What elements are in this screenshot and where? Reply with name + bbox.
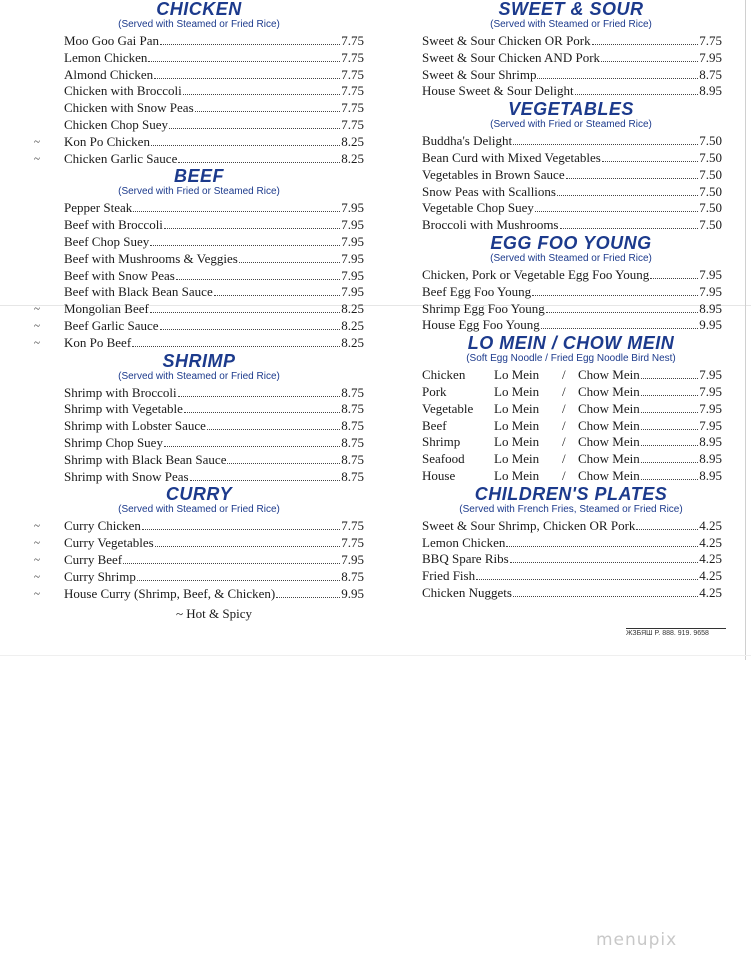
section-title: SHRIMP xyxy=(162,350,236,371)
dot-leader xyxy=(214,295,341,296)
menu-item xyxy=(34,301,364,318)
hot-spicy-legend xyxy=(34,606,364,622)
hot-spicy-icon: ~ xyxy=(34,520,40,533)
menu-item xyxy=(420,184,722,201)
separator: / xyxy=(562,451,566,467)
hot-spicy-icon: ~ xyxy=(34,587,40,600)
menu-item xyxy=(34,217,364,234)
item-price: 8.95 xyxy=(699,467,722,483)
menu-item xyxy=(34,151,364,168)
separator: / xyxy=(562,367,566,383)
item-name: Shrimp Egg Foo Young xyxy=(422,300,545,316)
hot-spicy-icon: ~ xyxy=(34,537,40,550)
dot-leader xyxy=(227,463,340,464)
menu-item xyxy=(34,418,364,435)
section-subtitle: (Served with Steamed or Fried Rice) xyxy=(118,504,280,516)
menu-item xyxy=(34,284,364,301)
lo-mein-label: Lo Mein xyxy=(494,417,540,433)
item-name: Pork xyxy=(422,383,447,399)
item-name: Kon Po Chicken xyxy=(64,133,150,149)
dot-leader xyxy=(184,412,340,413)
section-title: BEEF xyxy=(173,166,224,187)
section-title: SWEET & SOUR xyxy=(498,0,644,19)
item-name: Beef with Snow Peas xyxy=(64,267,175,283)
item-price: 7.75 xyxy=(341,33,364,48)
chow-mein-label: Chow Mein xyxy=(578,383,640,399)
section-title: LO MEIN / CHOW MEIN xyxy=(467,333,675,354)
chow-mein-label: Chow Mein xyxy=(578,451,640,467)
item-name: House xyxy=(422,467,456,483)
section-title: EGG FOO YOUNG xyxy=(490,232,652,253)
left-column xyxy=(34,0,364,622)
section-title: CHILDREN'S PLATES xyxy=(474,483,668,504)
section-title: VEGETABLES xyxy=(508,99,634,120)
item-price: 4.25 xyxy=(699,568,722,584)
item-price: 7.95 xyxy=(341,200,364,216)
item-price: 4.25 xyxy=(699,551,722,567)
lo-mein-label: Lo Mein xyxy=(494,383,540,399)
item-name: Chicken Nuggets xyxy=(422,584,512,600)
item-price: 8.75 xyxy=(341,401,364,417)
item-name: Curry Chicken xyxy=(64,518,141,534)
section-lo-mein xyxy=(420,334,722,485)
item-name: Chicken with Snow Peas xyxy=(64,100,194,116)
item-price: 8.95 xyxy=(699,451,722,467)
item-name: Beef Chop Suey xyxy=(64,233,150,249)
item-name: Lemon Chicken xyxy=(64,49,148,65)
hot-spicy-icon: ~ xyxy=(34,152,40,165)
dot-leader xyxy=(506,546,698,547)
item-name: Shrimp Chop Suey xyxy=(64,434,163,450)
item-name: Snow Peas with Scallions xyxy=(422,183,556,199)
dot-leader xyxy=(207,429,340,430)
item-price: 9.95 xyxy=(699,317,722,333)
dot-leader xyxy=(641,395,699,396)
item-name: Chicken, Pork or Vegetable Egg Foo Young xyxy=(422,266,650,282)
dot-leader xyxy=(133,211,340,212)
dot-leader xyxy=(641,445,699,446)
menu-item xyxy=(34,435,364,452)
menu-item xyxy=(420,367,722,384)
item-price: 8.75 xyxy=(341,384,364,400)
dot-leader xyxy=(123,563,340,564)
watermark: menupix xyxy=(596,930,678,950)
section-shrimp xyxy=(34,352,364,486)
chow-mein-label: Chow Mein xyxy=(578,417,640,433)
menu-item xyxy=(420,317,722,334)
section-vegetables xyxy=(420,100,722,234)
menu-item xyxy=(420,167,722,184)
separator: / xyxy=(562,417,566,433)
dot-leader xyxy=(513,596,698,597)
dot-leader xyxy=(151,145,340,146)
separator: / xyxy=(562,400,566,416)
item-name: House Egg Foo Young xyxy=(422,317,540,333)
chow-mein-group xyxy=(578,384,722,401)
menu-item xyxy=(420,200,722,217)
menu-item xyxy=(420,133,722,150)
menu-item xyxy=(420,568,722,585)
item-price: 7.95 xyxy=(699,266,722,282)
item-price: 8.75 xyxy=(341,468,364,484)
menu-item xyxy=(34,518,364,535)
section-title: CHICKEN xyxy=(156,0,242,19)
dot-leader xyxy=(476,579,698,580)
menu-item xyxy=(34,385,364,402)
hot-spicy-icon: ~ xyxy=(34,336,40,349)
item-name: Beef with Mushrooms & Veggies xyxy=(64,250,238,266)
item-price: 7.50 xyxy=(699,200,722,216)
item-name: Vegetable Chop Suey xyxy=(422,200,534,216)
item-name: BBQ Spare Ribs xyxy=(422,551,509,567)
dot-leader xyxy=(169,128,340,129)
item-name: Shrimp with Lobster Sauce xyxy=(64,418,206,434)
dot-leader xyxy=(150,312,340,313)
hot-spicy-icon: ~ xyxy=(34,135,40,148)
item-price: 7.50 xyxy=(699,183,722,199)
dot-leader xyxy=(164,228,340,229)
item-price: 8.95 xyxy=(699,83,722,99)
menu-item xyxy=(34,134,364,151)
item-price: 7.75 xyxy=(341,66,364,82)
item-price: 8.95 xyxy=(699,300,722,316)
item-price: 7.50 xyxy=(699,166,722,182)
item-name: Curry Vegetables xyxy=(64,535,154,551)
menu-item xyxy=(420,418,722,435)
menu-item xyxy=(420,535,722,552)
item-name: Shrimp xyxy=(422,434,461,450)
item-name: Beef with Broccoli xyxy=(64,217,163,233)
item-price: 8.75 xyxy=(341,418,364,434)
item-name: Seafood xyxy=(422,451,465,467)
chow-mein-group xyxy=(578,434,722,451)
chow-mein-group xyxy=(578,418,722,435)
item-name: Fried Fish xyxy=(422,568,476,584)
section-egg-foo-young xyxy=(420,234,722,334)
item-price: 7.75 xyxy=(699,33,722,48)
lo-mein-label: Lo Mein xyxy=(494,451,540,467)
dot-leader xyxy=(239,262,340,263)
section-subtitle: (Served with Steamed or Fried Rice) xyxy=(118,370,280,382)
section-title: CURRY xyxy=(165,484,233,505)
item-name: Shrimp with Broccoli xyxy=(64,384,177,400)
item-name: Sweet & Sour Chicken AND Pork xyxy=(422,49,601,65)
dot-leader xyxy=(178,162,340,163)
chow-mein-label: Chow Mein xyxy=(578,434,640,450)
chow-mein-label: Chow Mein xyxy=(578,400,640,416)
item-name: Shrimp with Black Bean Sauce xyxy=(64,451,227,467)
menu-item xyxy=(420,284,722,301)
footer-phone: ЖЗБЯШ P. 888. 919. 9658 xyxy=(626,628,726,637)
item-name: Moo Goo Gai Pan xyxy=(64,33,159,48)
item-name: Buddha's Delight xyxy=(422,133,513,149)
menu-item xyxy=(34,200,364,217)
hot-spicy-icon: ~ xyxy=(175,606,184,622)
menu-item xyxy=(420,83,722,100)
item-name: Pepper Steak xyxy=(64,200,133,216)
dot-leader xyxy=(541,328,699,329)
dot-leader xyxy=(190,480,341,481)
section-children xyxy=(420,485,722,602)
separator: / xyxy=(562,434,566,450)
item-price: 8.75 xyxy=(341,451,364,467)
menu-item xyxy=(420,401,722,418)
dot-leader xyxy=(276,597,340,598)
item-price: 7.75 xyxy=(341,49,364,65)
menu-item xyxy=(420,551,722,568)
menu-item xyxy=(34,335,364,352)
section-beef xyxy=(34,167,364,351)
menu-item xyxy=(420,585,722,602)
dot-leader xyxy=(557,195,698,196)
item-price: 7.95 xyxy=(341,233,364,249)
dot-leader xyxy=(535,211,698,212)
dot-leader xyxy=(537,78,698,79)
dot-leader xyxy=(513,144,698,145)
menu-item xyxy=(34,83,364,100)
separator: / xyxy=(562,383,566,399)
menu-item xyxy=(34,318,364,335)
dot-leader xyxy=(636,529,698,530)
item-name: Curry Shrimp xyxy=(64,568,136,584)
chow-mein-group xyxy=(578,401,722,418)
item-name: Beef with Black Bean Sauce xyxy=(64,284,213,300)
menu-item xyxy=(34,569,364,586)
item-name: Chicken with Broccoli xyxy=(64,83,182,99)
menu-item xyxy=(420,217,722,234)
dot-leader xyxy=(160,329,341,330)
dot-leader xyxy=(137,580,340,581)
menu-item xyxy=(34,33,364,50)
dot-leader xyxy=(641,479,699,480)
chow-mein-group xyxy=(578,451,722,468)
section-subtitle: (Served with Steamed or Fried Rice) xyxy=(490,19,652,30)
separator: / xyxy=(562,467,566,483)
dot-leader xyxy=(532,295,698,296)
chow-mein-label: Chow Mein xyxy=(578,367,640,383)
item-price: 7.75 xyxy=(341,518,364,534)
lo-mein-label: Lo Mein xyxy=(494,434,540,450)
dot-leader xyxy=(510,562,699,563)
menu-item xyxy=(34,251,364,268)
item-price: 7.50 xyxy=(699,217,722,233)
item-price: 7.95 xyxy=(699,417,722,433)
menu-item xyxy=(34,401,364,418)
dot-leader xyxy=(155,546,341,547)
menu-item xyxy=(34,67,364,84)
section-subtitle: (Served with French Fries, Steamed or Fried Rice) xyxy=(459,503,683,515)
item-price: 7.95 xyxy=(341,250,364,266)
item-price: 7.95 xyxy=(699,383,722,399)
lo-mein-label: Lo Mein xyxy=(494,467,540,483)
dot-leader xyxy=(183,94,341,95)
dot-leader xyxy=(546,312,698,313)
menu-item xyxy=(420,468,722,485)
menu-item xyxy=(420,518,722,535)
item-name: Sweet & Sour Chicken OR Pork xyxy=(422,33,591,48)
item-name: Broccoli with Mushrooms xyxy=(422,217,559,233)
item-price: 7.95 xyxy=(699,367,722,383)
lo-mein-label: Lo Mein xyxy=(494,400,540,416)
item-price: 8.25 xyxy=(341,133,364,149)
legend-label: Hot & Spicy xyxy=(186,606,253,622)
item-price: 7.75 xyxy=(341,83,364,99)
hot-spicy-icon: ~ xyxy=(34,553,40,566)
item-name: Almond Chicken xyxy=(64,66,154,82)
dot-leader xyxy=(154,78,340,79)
item-name: Beef Egg Foo Young xyxy=(422,283,532,299)
menu-item xyxy=(34,50,364,67)
item-price: 7.75 xyxy=(341,535,364,551)
dot-leader xyxy=(641,378,699,379)
item-name: Kon Po Beef xyxy=(64,334,132,350)
item-name: Beef Garlic Sauce xyxy=(64,317,159,333)
item-name: Chicken Garlic Sauce xyxy=(64,150,178,166)
dot-leader xyxy=(160,44,340,45)
dot-leader xyxy=(142,529,340,530)
dot-leader xyxy=(592,44,699,45)
dot-leader xyxy=(602,161,698,162)
section-curry xyxy=(34,485,364,602)
item-price: 8.75 xyxy=(341,434,364,450)
hot-spicy-icon: ~ xyxy=(34,319,40,332)
item-price: 7.95 xyxy=(341,217,364,233)
dot-leader xyxy=(641,462,699,463)
item-price: 8.25 xyxy=(341,301,364,317)
item-name: Mongolian Beef xyxy=(64,301,149,317)
item-price: 8.75 xyxy=(341,568,364,584)
item-name: House Curry (Shrimp, Beef, & Chicken) xyxy=(64,585,276,601)
item-price: 7.95 xyxy=(699,400,722,416)
dot-leader xyxy=(148,61,340,62)
hot-spicy-icon: ~ xyxy=(34,303,40,316)
menu-item xyxy=(34,268,364,285)
menu-item xyxy=(420,384,722,401)
chow-mein-group xyxy=(578,468,722,485)
item-price: 7.95 xyxy=(699,283,722,299)
dot-leader xyxy=(176,279,340,280)
item-name: Chicken xyxy=(422,367,466,383)
item-price: 8.95 xyxy=(699,434,722,450)
item-price: 4.25 xyxy=(699,534,722,550)
menu-item xyxy=(420,33,722,50)
item-price: 9.95 xyxy=(341,585,364,601)
item-price: 7.95 xyxy=(699,49,722,65)
section-subtitle: (Served with Fried or Steamed Rice) xyxy=(118,186,280,198)
menu-item xyxy=(34,117,364,134)
section-subtitle: (Served with Steamed or Fried Rice) xyxy=(490,252,652,264)
item-price: 4.25 xyxy=(699,584,722,600)
item-price: 8.25 xyxy=(341,317,364,333)
menu-item xyxy=(420,67,722,84)
item-price: 7.50 xyxy=(699,149,722,165)
section-subtitle: (Served with Steamed or Fried Rice) xyxy=(118,19,280,30)
menu-item xyxy=(34,100,364,117)
dot-leader xyxy=(150,245,340,246)
dot-leader xyxy=(641,429,699,430)
dot-leader xyxy=(195,111,341,112)
item-name: Sweet & Sour Shrimp xyxy=(422,66,537,82)
dot-leader xyxy=(575,94,699,95)
section-sweet-sour xyxy=(420,0,722,100)
item-name: Vegetable xyxy=(422,400,474,416)
section-subtitle: (Served with Fried or Steamed Rice) xyxy=(490,119,652,131)
item-name: Curry Beef xyxy=(64,551,123,567)
menu-item xyxy=(420,267,722,284)
menu-item xyxy=(34,469,364,486)
chow-mein-label: Chow Mein xyxy=(578,467,640,483)
item-price: 7.95 xyxy=(341,551,364,567)
item-price: 4.25 xyxy=(699,517,722,533)
item-name: Chicken Chop Suey xyxy=(64,116,168,132)
item-name: Sweet & Sour Shrimp, Chicken OR Pork xyxy=(422,517,636,533)
item-name: Vegetables in Brown Sauce xyxy=(422,166,565,182)
lo-mein-label: Lo Mein xyxy=(494,367,540,383)
menu-item xyxy=(420,451,722,468)
chow-mein-group xyxy=(578,367,722,384)
item-price: 7.95 xyxy=(341,284,364,300)
menu-item xyxy=(34,586,364,603)
section-chicken xyxy=(34,0,364,167)
menu-item xyxy=(34,234,364,251)
section-subtitle: (Soft Egg Noodle / Fried Egg Noodle Bird Nest) xyxy=(466,353,676,365)
dot-leader xyxy=(641,412,699,413)
dot-leader xyxy=(601,61,698,62)
item-price: 7.95 xyxy=(341,267,364,283)
dot-leader xyxy=(164,446,340,447)
item-name: Shrimp with Snow Peas xyxy=(64,468,189,484)
item-name: Shrimp with Vegetable xyxy=(64,401,183,417)
item-price: 7.75 xyxy=(341,100,364,116)
dot-leader xyxy=(178,396,341,397)
item-price: 8.25 xyxy=(341,334,364,350)
dot-leader xyxy=(132,346,340,347)
item-price: 8.75 xyxy=(699,66,722,82)
menu-item xyxy=(34,452,364,469)
menu-item xyxy=(420,434,722,451)
item-price: 7.50 xyxy=(699,133,722,149)
item-name: House Sweet & Sour Delight xyxy=(422,83,574,99)
dot-leader xyxy=(566,178,699,179)
menu-item xyxy=(34,535,364,552)
item-name: Bean Curd with Mixed Vegetables xyxy=(422,149,601,165)
menu-item xyxy=(420,150,722,167)
dot-leader xyxy=(650,278,698,279)
item-name: Beef xyxy=(422,417,447,433)
menu-item xyxy=(420,50,722,67)
hot-spicy-icon: ~ xyxy=(34,570,40,583)
item-price: 7.75 xyxy=(341,116,364,132)
item-price: 8.25 xyxy=(341,150,364,166)
menu-item xyxy=(34,552,364,569)
dot-leader xyxy=(560,228,699,229)
right-column xyxy=(420,0,722,602)
menu-item xyxy=(420,301,722,318)
item-name: Lemon Chicken xyxy=(422,534,506,550)
